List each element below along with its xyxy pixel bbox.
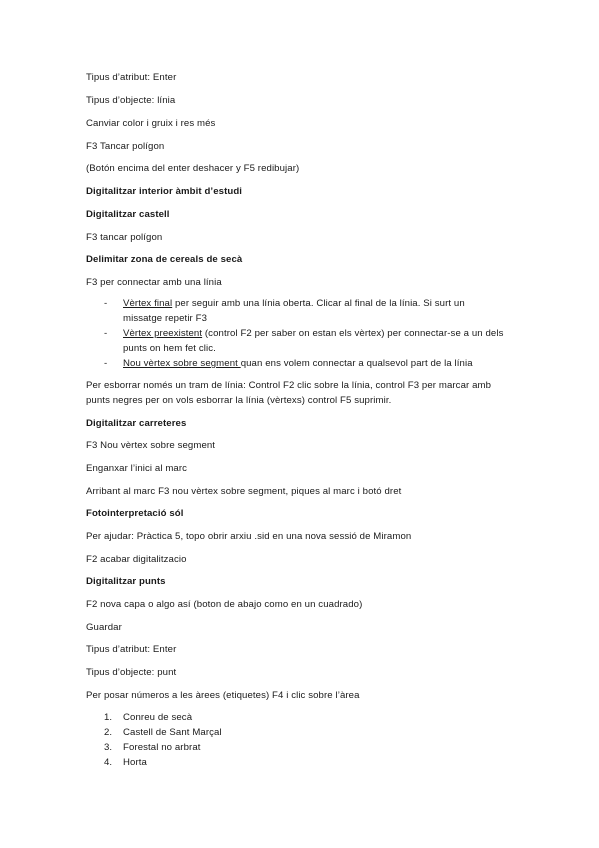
list-item: Conreu de secà: [123, 712, 193, 723]
paragraph-line: Per esborrar només un tram de línia: Control F2 clic sobre la línia, control F3 per marcar amb: [86, 380, 492, 391]
text-line: (Botón encima del enter deshacer y F5 redibujar): [86, 163, 300, 174]
text-line: Tipus d’objecte: línia: [86, 95, 176, 106]
list-item: Castell de Sant Marçal: [123, 727, 222, 738]
bullet-dash: -: [104, 298, 108, 309]
text-line: F2 acabar digitalitzacio: [86, 554, 187, 565]
text-line: Tipus d’atribut: Enter: [86, 644, 177, 655]
paragraph-line: punts negres per on vols esborrar la línia (vèrtexs) control F5 suprimir.: [86, 395, 392, 406]
list-item: Horta: [123, 757, 147, 768]
section-heading: Digitalitzar interior àmbit d’estudi: [86, 186, 243, 197]
text-line: F3 per connectar amb una línia: [86, 277, 222, 288]
list-number: 4.: [104, 757, 113, 768]
bullet-continuation: missatge repetir F3: [123, 313, 208, 324]
bullet-term: Vèrtex preexistent: [123, 328, 203, 339]
list-number: 1.: [104, 712, 113, 723]
bullet-item: [123, 328, 503, 339]
text-line: Arribant al marc F3 nou vèrtex sobre segment, piques al marc i botó dret: [86, 486, 402, 497]
list-item: Forestal no arbrat: [123, 742, 201, 753]
list-number: 2.: [104, 727, 113, 738]
bullet-term: Nou vèrtex sobre segment: [123, 358, 241, 369]
bullet-dash: -: [104, 358, 108, 369]
text-line: Tipus d’objecte: punt: [86, 667, 177, 678]
bullet-text: (control F2 per saber on estan els vèrtex) per connectar-se a un dels: [202, 328, 504, 339]
section-heading: Fotointerpretació sól: [86, 508, 184, 519]
text-line: Guardar: [86, 622, 122, 633]
section-heading: Digitalitzar punts: [86, 576, 166, 587]
bullet-term: Vèrtex final: [123, 298, 173, 309]
bullet-item: [123, 358, 473, 369]
section-heading: Digitalitzar castell: [86, 209, 170, 220]
section-heading: Delimitar zona de cereals de secà: [86, 254, 243, 265]
bullet-text: per seguir amb una línia oberta. Clicar al final de la línia. Si surt un: [172, 298, 465, 309]
text-line: Per posar números a les àrees (etiquetes) F4 i clic sobre l’àrea: [86, 690, 360, 701]
text-line: Enganxar l’inici al marc: [86, 463, 188, 474]
text-line: Per ajudar: Pràctica 5, topo obrir arxiu .sid en una nova sessió de Miramon: [86, 531, 412, 542]
bullet-continuation: punts on hem fet clic.: [123, 343, 216, 354]
text-line: Canviar color i gruix i res més: [86, 118, 216, 129]
text-line: F3 Tancar polígon: [86, 141, 165, 152]
list-number: 3.: [104, 742, 113, 753]
text-line: F3 Nou vèrtex sobre segment: [86, 440, 216, 451]
bullet-text: quan ens volem connectar a qualsevol part de la línia: [240, 358, 473, 369]
bullet-item: [123, 298, 465, 309]
bullet-dash: -: [104, 328, 108, 339]
text-line: F3 tancar polígon: [86, 232, 163, 243]
text-line: F2 nova capa o algo así (boton de abajo como en un cuadrado): [86, 599, 363, 610]
section-heading: Digitalitzar carreteres: [86, 418, 187, 429]
text-line: Tipus d’atribut: Enter: [86, 72, 177, 83]
